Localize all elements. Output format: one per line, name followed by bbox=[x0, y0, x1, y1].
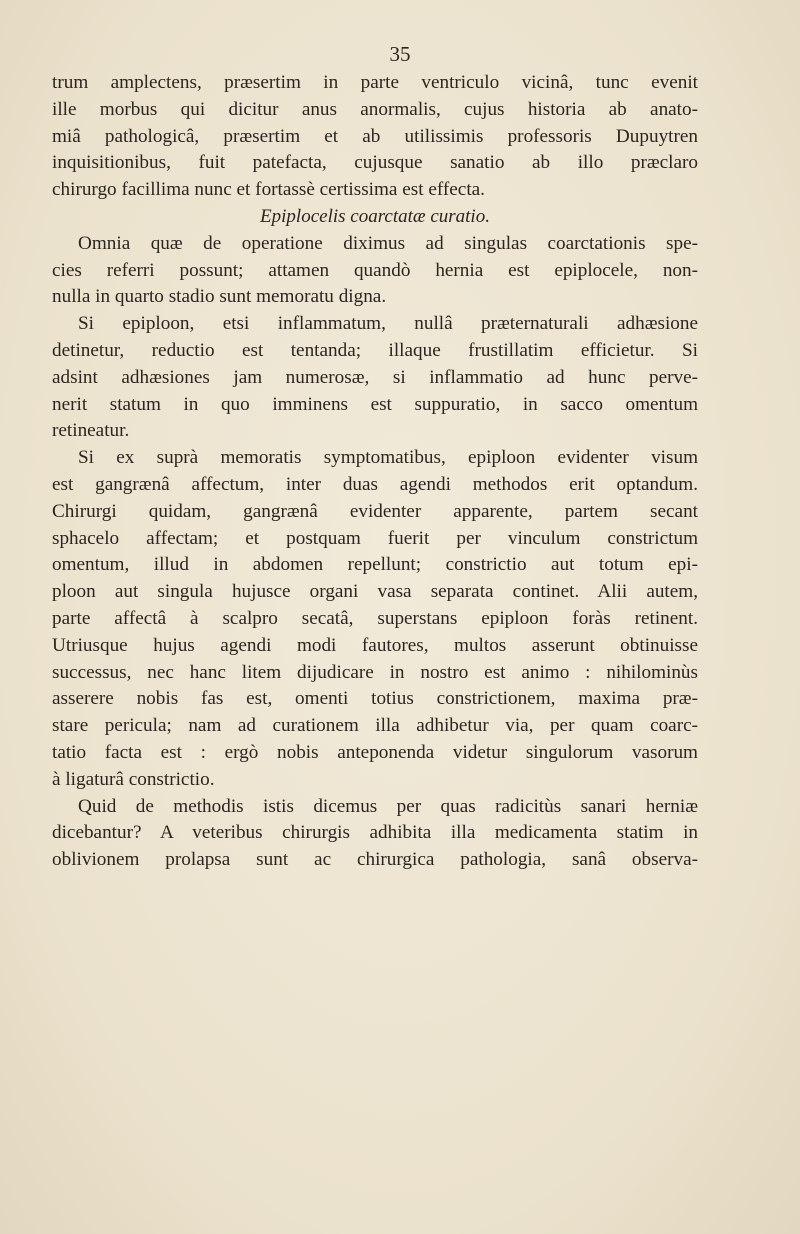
text-line: successus, nec hanc litem dijudicare in nostro est animo : nihilominùs bbox=[52, 661, 698, 683]
text-line: tatio facta est : ergò nobis anteponenda videtur singulorum vasorum bbox=[52, 741, 698, 763]
text-line: ploon aut singula hujusce organi vasa separata continet. Alii autem, bbox=[52, 581, 698, 603]
text-line: Si epiploon, etsi inflammatum, nullâ præternaturali adhæsione bbox=[78, 313, 698, 335]
text-line: à ligaturâ constrictio. bbox=[52, 768, 215, 790]
paragraph-2 bbox=[52, 231, 698, 311]
paragraph-4 bbox=[52, 445, 698, 793]
text-line: Si ex suprà memoratis symptomatibus, epiploon evidenter visum bbox=[78, 447, 698, 469]
text-line: asserere nobis fas est, omenti totius constrictionem, maxima præ- bbox=[52, 688, 698, 710]
paragraph-5 bbox=[52, 794, 698, 874]
text-line: ille morbus qui dicitur anus anormalis, cujus historia ab anato- bbox=[52, 98, 698, 120]
text-line: dicebantur? A veteribus chirurgis adhibita illa medicamenta statim in bbox=[52, 822, 698, 844]
text-line: nerit statum in quo imminens est suppuratio, in sacco omentum bbox=[52, 393, 698, 415]
text-line: parte affectâ à scalpro secatâ, superstans epiploon foràs retinent. bbox=[52, 607, 698, 629]
text-line: est gangrænâ affectum, inter duas agendi methodos erit optandum. bbox=[52, 473, 698, 495]
text-line: omentum, illud in abdomen repellunt; constrictio aut totum epi- bbox=[52, 554, 698, 576]
paragraph-1 bbox=[52, 70, 698, 204]
text-line: adsint adhæsiones jam numerosæ, si inflammatio ad hunc perve- bbox=[52, 366, 698, 388]
paragraph-3 bbox=[52, 311, 698, 445]
text-line: nulla in quarto stadio sunt memoratu digna. bbox=[52, 286, 387, 308]
body-text bbox=[52, 70, 698, 874]
text-line: trum amplectens, præsertim in parte ventriculo vicinâ, tunc evenit bbox=[52, 72, 698, 93]
text-line: Utriusque hujus agendi modi fautores, multos asserunt obtinuisse bbox=[52, 634, 698, 656]
text-line: retineatur. bbox=[52, 420, 130, 442]
text-line: detinetur, reductio est tentanda; illaque frustillatim efficietur. Si bbox=[52, 339, 698, 361]
section-heading: Epiplocelis coarctatæ curatio. bbox=[260, 205, 490, 227]
text-line: sphacelo affectam; et postquam fuerit per vinculum constrictum bbox=[52, 527, 698, 549]
text-line: miâ pathologicâ, præsertim et ab utilissimis professoris Dupuytren bbox=[52, 125, 698, 147]
text-line: inquisitionibus, fuit patefacta, cujusque sanatio ab illo præclaro bbox=[52, 152, 698, 174]
text-line: cies referri possunt; attamen quandò hernia est epiplocele, non- bbox=[52, 259, 698, 281]
text-line: chirurgo facillima nunc et fortassè certissima est effecta. bbox=[52, 179, 485, 201]
text-line: Chirurgi quidam, gangrænâ evidenter apparente, partem secant bbox=[52, 500, 698, 522]
text-line: Quid de methodis istis dicemus per quas radicitùs sanari herniæ bbox=[78, 795, 698, 817]
page-number: 35 bbox=[389, 42, 411, 66]
text-line: stare pericula; nam ad curationem illa adhibetur via, per quam coarc- bbox=[52, 715, 698, 737]
text-line: oblivionem prolapsa sunt ac chirurgica pathologia, sanâ observa- bbox=[52, 849, 698, 871]
text-line: Omnia quæ de operatione diximus ad singulas coarctationis spe- bbox=[78, 232, 698, 254]
